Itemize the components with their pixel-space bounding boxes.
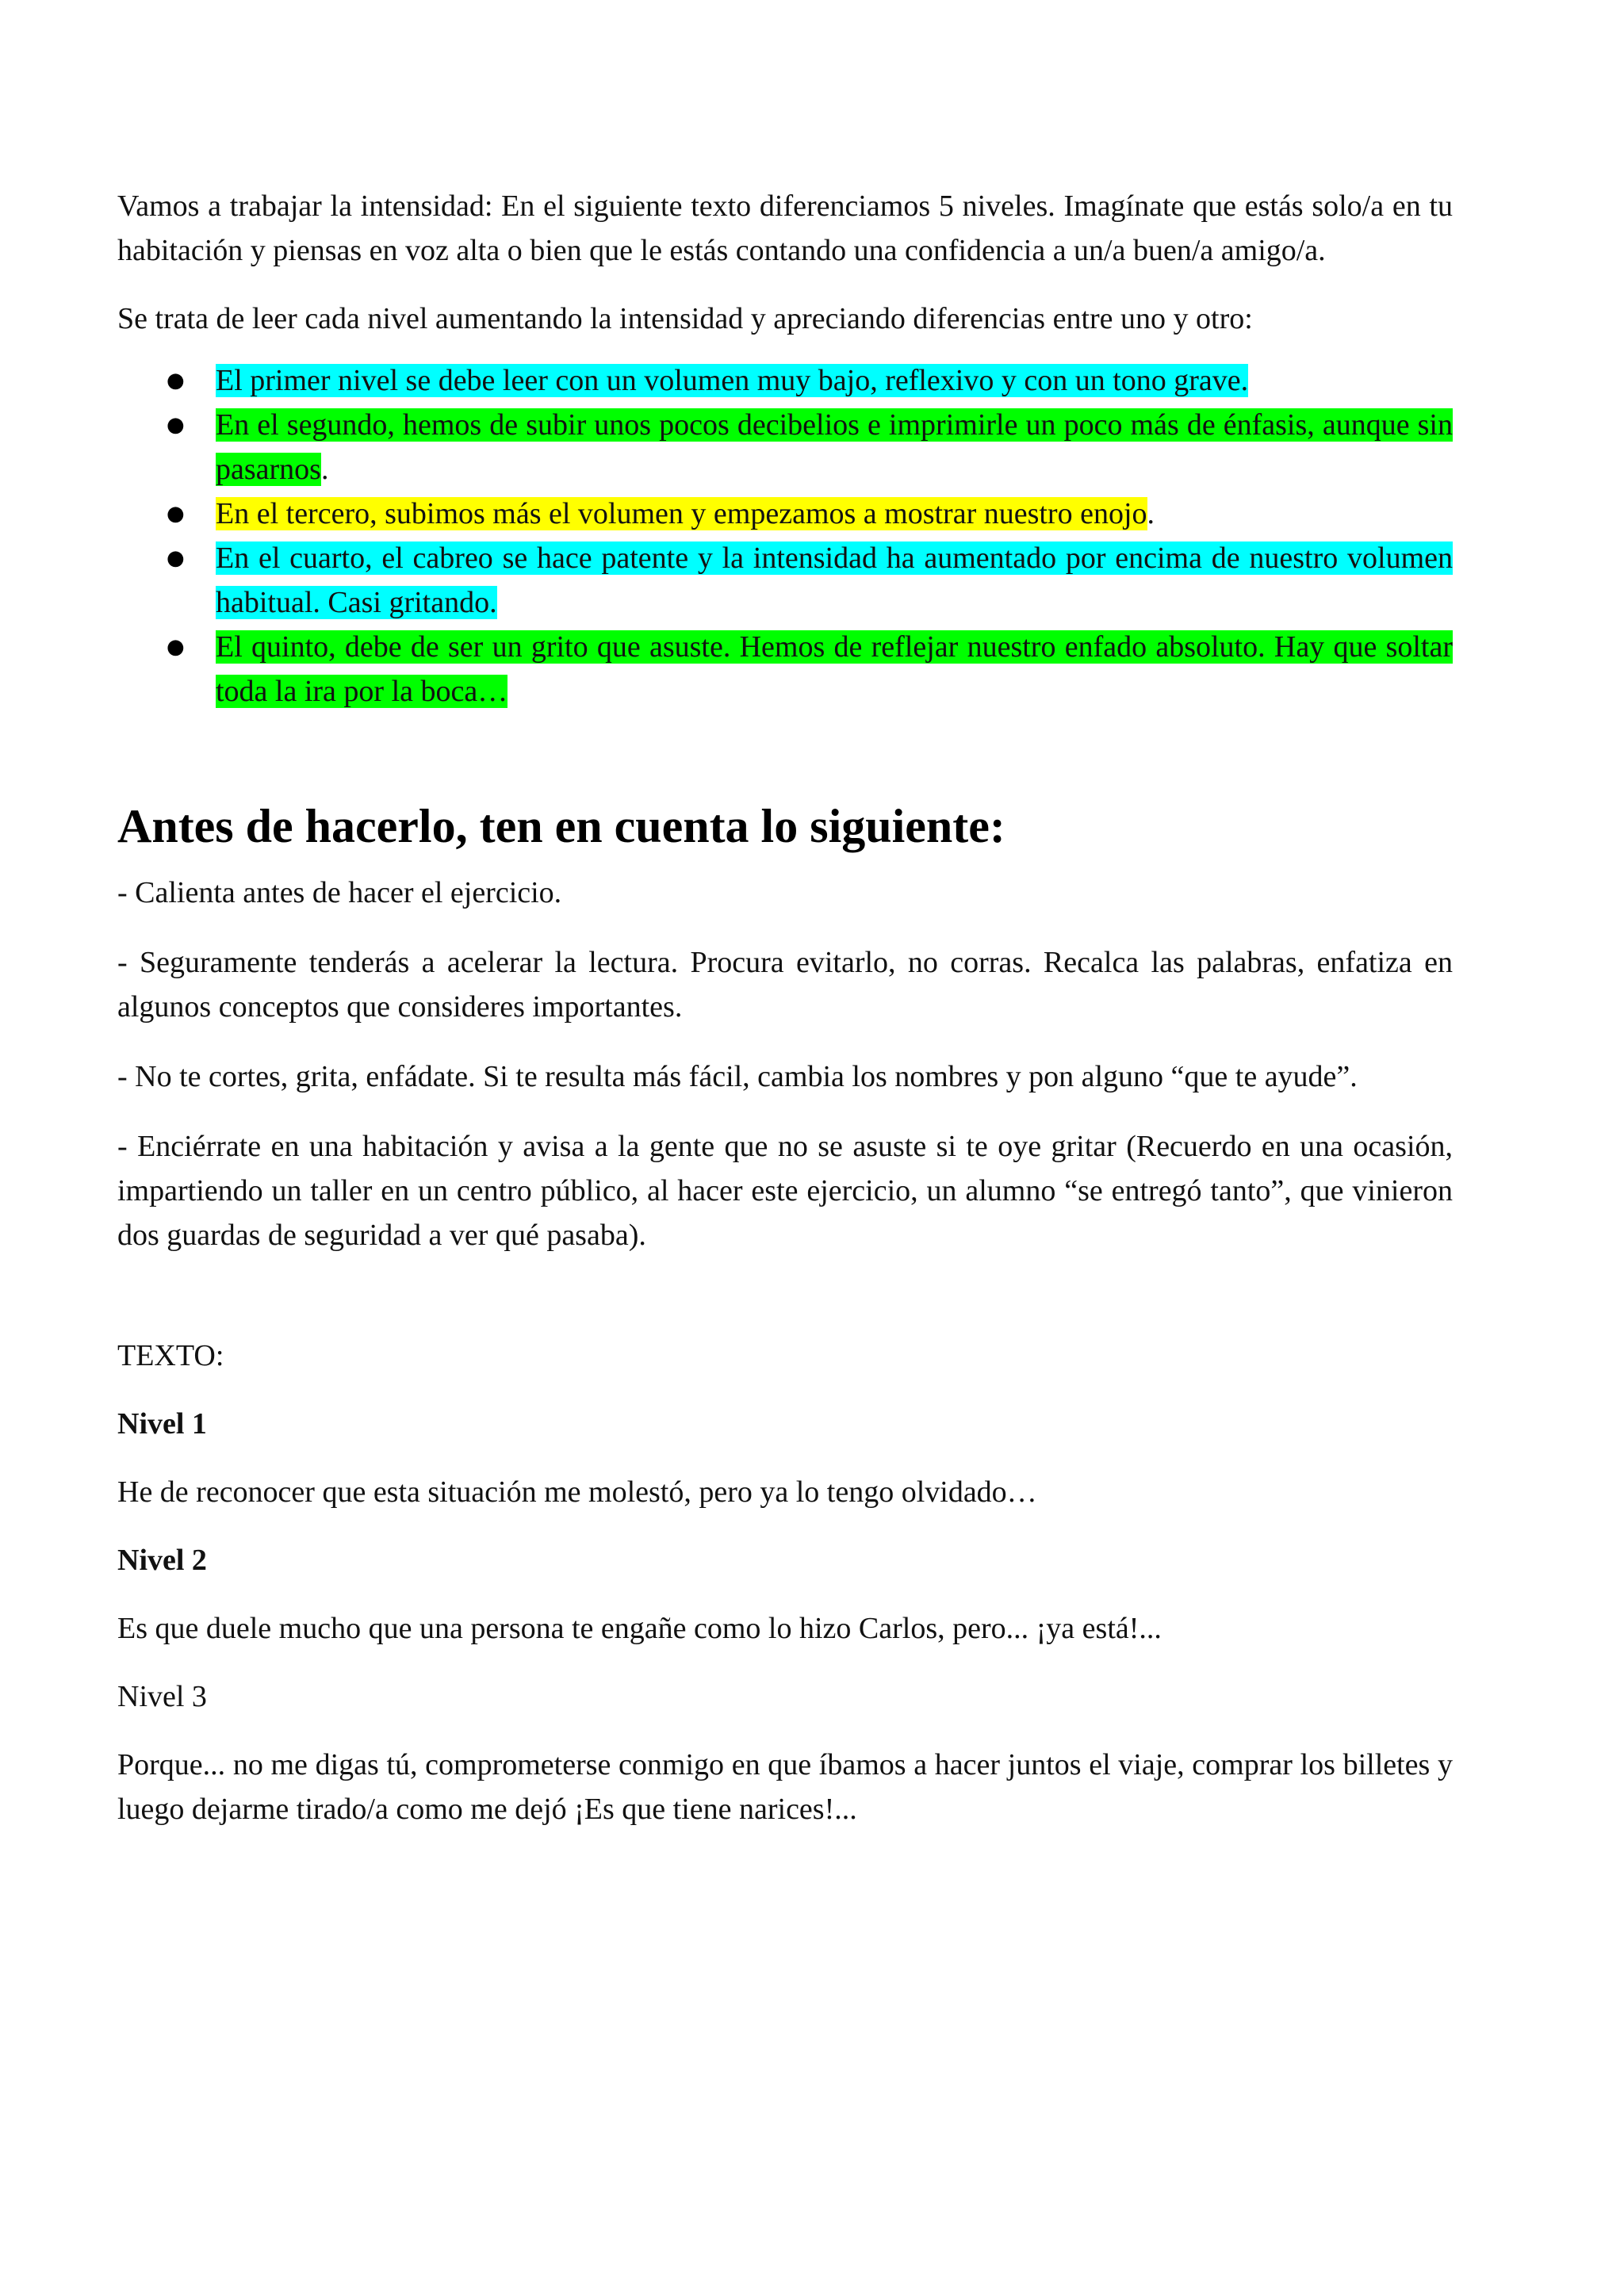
level-text: El primer nivel se debe leer con un volumen muy bajo, reflexivo y con un tono grave. [216,364,1249,397]
nivel-text-2: Es que duele mucho que una persona te engañe como lo hizo Carlos, pero... ¡ya está!... [117,1612,1162,1645]
level-suffix: . [1147,497,1155,530]
nivel-text-3: Porque... no me digas tú, comprometerse conmigo en que íbamos a hacer juntos el viaje, comprar los billetes y luego dejarme tirado/a como me dejó ¡Es que tiene narices!... [117,1748,1453,1826]
intro-lead: Se trata de leer cada nivel aumentando la intensidad y apreciando diferencias entre uno y otro: [117,302,1253,335]
level-text: En el segundo, hemos de subir unos pocos decibelios e imprimirle un poco más de énfasis, aunque sin pasarnos [216,408,1453,486]
level-item-1 [117,358,1453,403]
nivel-heading-2: Nivel 2 [117,1544,207,1577]
document-page [117,184,1453,1855]
bullet-icon: ● [167,635,185,659]
intro-paragraph: Vamos a trabajar la intensidad: En el siguiente texto diferenciamos 5 niveles. Imagínate que estás solo/a en tu habitación y piensas en voz alta o bien que le estás contando una confidencia a un/a buen/a amigo/a. [117,189,1453,267]
tip-paragraph-4: - Enciérrate en una habitación y avisa a la gente que no se asuste si te oye gritar (Recuerdo en una ocasión, impartiendo un taller en un centro público, al hacer este ejercicio, un alumno “se entregó tanto”, que vinieron dos guardas de seguridad a ver qué pasaba). [117,1130,1453,1252]
bullet-icon: ● [167,502,185,526]
nivel-text-1: He de reconocer que esta situación me molestó, pero ya lo tengo olvidado… [117,1475,1037,1509]
level-item-4 [117,536,1453,625]
tip-paragraph-1: - Calienta antes de hacer el ejercicio. [117,876,562,909]
bullet-icon: ● [167,369,185,392]
level-text: El quinto, debe de ser un grito que asuste. Hemos de reflejar nuestro enfado absoluto. Hay que soltar toda la ira por la boca… [216,630,1453,708]
level-text: En el cuarto, el cabreo se hace patente y la intensidad ha aumentado por encima de nuestro volumen habitual. Casi gritando. [216,541,1453,619]
level-item-3 [117,492,1453,536]
nivel-heading-1: Nivel 1 [117,1407,207,1441]
levels-list [117,358,1453,714]
level-item-2 [117,403,1453,492]
tip-paragraph-2: - Seguramente tenderás a acelerar la lectura. Procura evitarlo, no corras. Recalca las palabras, enfatiza en algunos conceptos que consideres importantes. [117,946,1453,1024]
bullet-icon: ● [167,546,185,570]
level-text: En el tercero, subimos más el volumen y empezamos a mostrar nuestro enojo [216,497,1147,530]
section-heading: Antes de hacerlo, ten en cuenta lo siguiente: [117,800,1005,852]
texto-label: TEXTO: [117,1339,224,1372]
tip-paragraph-3: - No te cortes, grita, enfádate. Si te resulta más fácil, cambia los nombres y pon alguno “que te ayude”. [117,1060,1358,1093]
bullet-icon: ● [167,413,185,437]
level-suffix: . [320,453,329,486]
level-item-5 [117,625,1453,714]
nivel-heading-3: Nivel 3 [117,1680,207,1713]
